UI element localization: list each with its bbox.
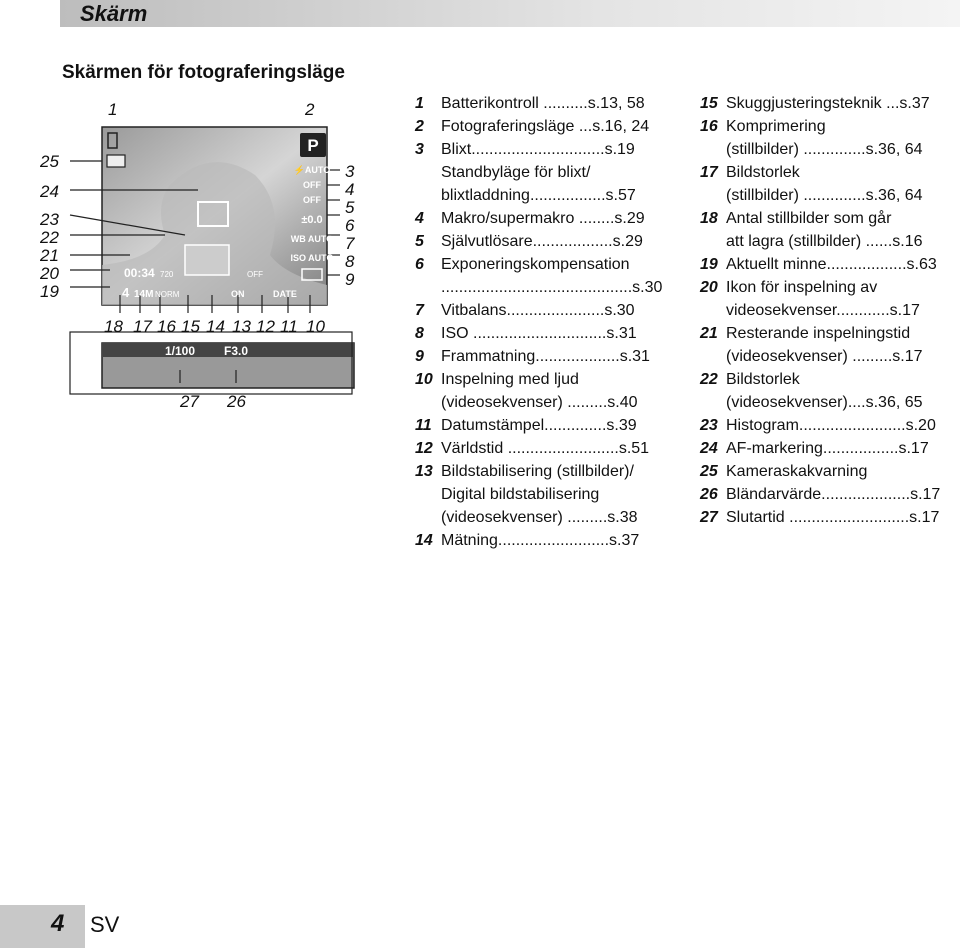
- histogram-box: [185, 245, 229, 275]
- camera-screen-diagram: [40, 85, 440, 515]
- list-item-continuation: (videosekvenser) .........s.38: [441, 509, 638, 526]
- callout-19: 19: [40, 282, 59, 301]
- list-item: 4 Makro/supermakro ........s.29: [415, 210, 645, 227]
- list-item: 5 Självutlösare..................s.29: [415, 233, 643, 250]
- callout-18: 18: [104, 317, 123, 336]
- list-item-continuation: (videosekvenser) .........s.40: [441, 394, 638, 411]
- aperture-label: F3.0: [223, 344, 249, 358]
- callout-22: 22: [40, 228, 59, 247]
- sound-label: OFF: [247, 270, 263, 279]
- callout-3: 3: [345, 162, 355, 181]
- image-size-label: 14M: [134, 289, 154, 300]
- list-item: 27 Slutartid ...........................s.17: [700, 509, 940, 526]
- list-item: 26 Bländarvärde....................s.17: [700, 486, 941, 503]
- compression-label: NORM: [155, 290, 180, 299]
- callout-27: 27: [180, 392, 199, 411]
- callout-4: 4: [345, 180, 355, 199]
- list-item: 25 Kameraskakvarning: [700, 463, 868, 480]
- callout-8: 8: [345, 252, 355, 271]
- callout-14: 14: [206, 317, 225, 336]
- callout-11: 11: [280, 317, 298, 336]
- list-item: 20 Ikon för inspelning av: [700, 279, 878, 296]
- list-item-continuation: videosekvenser............s.17: [726, 302, 920, 319]
- callout-10: 10: [306, 317, 325, 336]
- callout-9: 9: [345, 270, 355, 289]
- list-item: 11 Datumstämpel..............s.39: [415, 417, 637, 434]
- section-title: Skärm: [80, 1, 148, 26]
- list-item: 10 Inspelning med ljud: [415, 371, 579, 388]
- record-time-label: 00:34: [124, 266, 155, 280]
- list-item: 1 Batterikontroll ..........s.13, 58: [415, 95, 645, 112]
- callout-6: 6: [345, 216, 355, 235]
- page-number: 4: [51, 910, 65, 937]
- page-language: SV: [90, 912, 120, 937]
- video-size-label: 720: [160, 270, 174, 279]
- list-item-continuation: att lagra (stillbilder) ......s.16: [726, 233, 923, 250]
- wb-label: WB AUTO: [290, 234, 334, 244]
- list-item: 9 Frammatning...................s.31: [415, 348, 650, 365]
- list-item-continuation: blixtladdning.................s.57: [441, 187, 636, 204]
- list-item: 7 Vitbalans......................s.30: [415, 302, 635, 319]
- list-item: 18 Antal stillbilder som går: [700, 210, 892, 227]
- callout-17: 17: [133, 317, 152, 336]
- list-item: 12 Världstid .........................s.51: [415, 440, 650, 457]
- list-item: 24 AF-markering.................s.17: [700, 440, 929, 457]
- callout-20: 20: [40, 264, 59, 283]
- list-item: 19 Aktuellt minne..................s.63: [700, 256, 937, 273]
- exposure-label: ±0.0: [301, 214, 323, 226]
- callout-13: 13: [232, 317, 251, 336]
- is-label: ON: [231, 289, 245, 299]
- list-item-continuation: ...........................................s.30: [441, 279, 663, 296]
- section-header-band: [60, 0, 960, 27]
- mode-label: P: [307, 136, 319, 155]
- callout-25: 25: [40, 152, 59, 171]
- page-subtitle: Skärmen för fotograferingsläge: [62, 62, 345, 83]
- list-item: 16 Komprimering: [700, 118, 826, 135]
- legend-list-right: [700, 92, 958, 529]
- flash-label: ⚡AUTO: [293, 165, 331, 175]
- list-item: 21 Resterande inspelningstid: [700, 325, 911, 342]
- list-item: 8 ISO ..............................s.31: [415, 325, 637, 342]
- selftimer-label: OFF: [303, 195, 321, 205]
- macro-label: OFF: [303, 180, 321, 190]
- list-item: 3 Blixt..............................s.19: [415, 141, 635, 158]
- callout-16: 16: [157, 317, 176, 336]
- list-item: 6 Exponeringskompensation: [415, 256, 630, 273]
- callout-21: 21: [40, 246, 59, 265]
- list-item-continuation: (stillbilder) ..............s.36, 64: [726, 187, 923, 204]
- callout-26: 26: [227, 392, 246, 411]
- callout-5: 5: [345, 198, 355, 217]
- list-item: 13 Bildstabilisering (stillbilder)/: [415, 463, 634, 480]
- footer-tab: [0, 905, 85, 948]
- callout-7: 7: [345, 234, 355, 253]
- callout-24: 24: [40, 182, 59, 201]
- list-item: 23 Histogram........................s.20: [700, 417, 936, 434]
- list-item-continuation: (stillbilder) ..............s.36, 64: [726, 141, 923, 158]
- stills-remaining-label: 4: [122, 285, 130, 300]
- callout-1: 1: [108, 100, 118, 119]
- list-item-continuation: Digital bildstabilisering: [441, 486, 600, 503]
- shutter-label: 1/100: [164, 344, 196, 358]
- list-item: 22 Bildstorlek: [700, 371, 800, 388]
- list-item-continuation: (videosekvenser) .........s.17: [726, 348, 923, 365]
- callout-15: 15: [181, 317, 200, 336]
- list-item: 15 Skuggjusteringsteknik ...s.37: [700, 95, 930, 112]
- list-item: 14 Mätning.........................s.37: [415, 532, 640, 549]
- legend-list-middle: [415, 92, 685, 552]
- callout-2: 2: [305, 100, 315, 119]
- list-item: 2 Fotograferingsläge ...s.16, 24: [415, 118, 650, 135]
- callout-12: 12: [256, 317, 275, 336]
- callout-23: 23: [40, 210, 59, 229]
- list-item-continuation: Standbyläge för blixt/: [441, 164, 591, 181]
- iso-label: ISO AUTO: [290, 253, 334, 263]
- list-item: 17 Bildstorlek: [700, 164, 800, 181]
- date-label: DATE: [273, 289, 297, 299]
- list-item-continuation: (videosekvenser)....s.36, 65: [726, 394, 923, 411]
- camera-shake-icon: [107, 155, 125, 167]
